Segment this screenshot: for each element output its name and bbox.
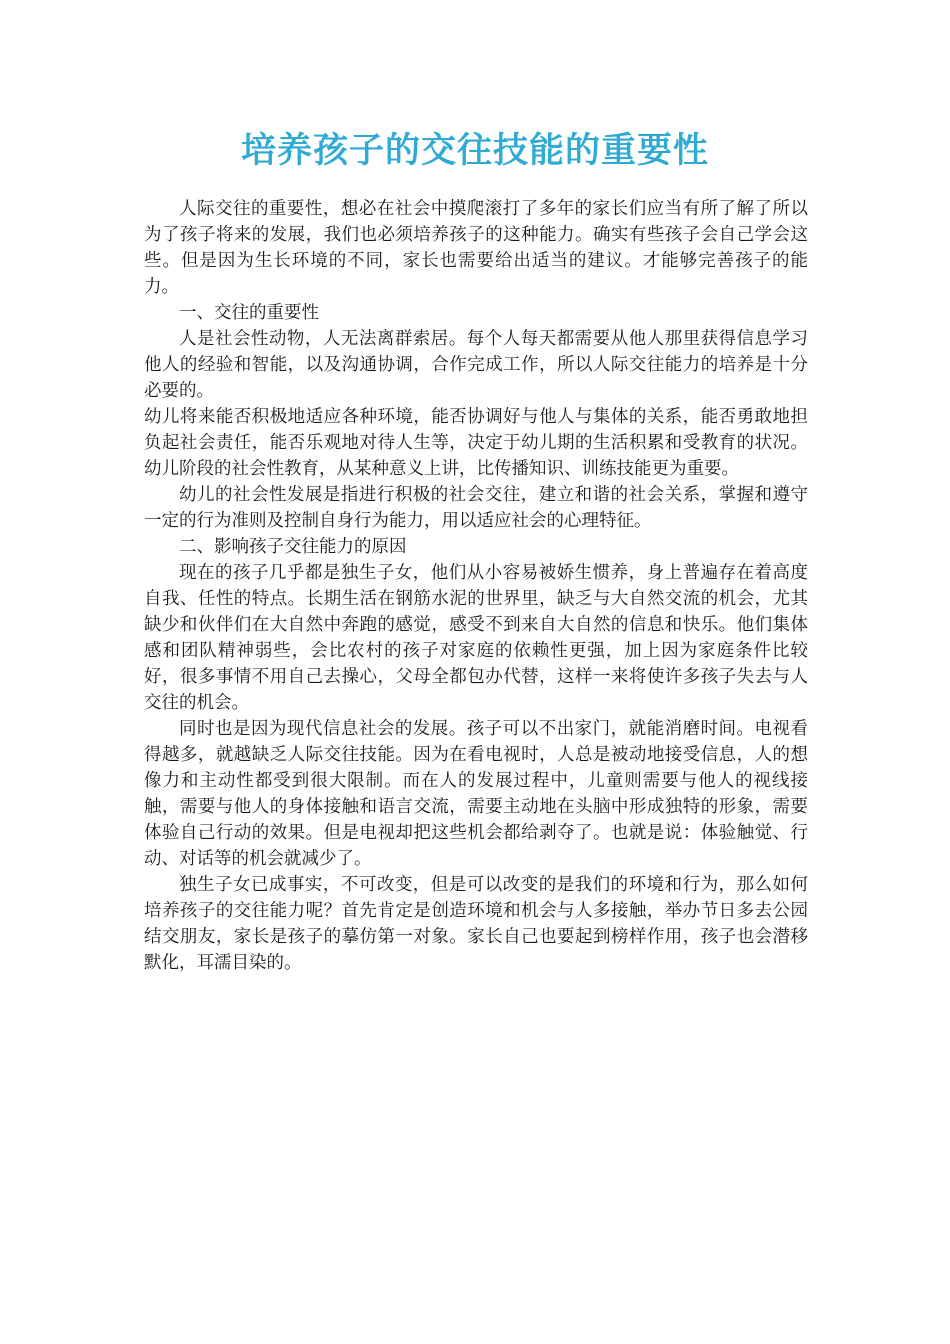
paragraph-only-children: 现在的孩子几乎都是独生子女，他们从小容易被娇生惯养，身上普遍存在着高度自我、任性的特点。长期生活在钢筋水泥的世界里，缺乏与大自然交流的机会，尤其缺少和伙伴们在大自然中奔跑的感觉，感受不到来自大自然的信息和快乐。他们集体感和团队精神弱些，会比农村的孩子对家庭的依赖性更强，加上因为家庭条件比较好，很多事情不用自己去操心，父母全都包办代替，这样一来将使许多孩子失去与人交往的机会。 — [144, 563, 808, 713]
paragraph-social-development: 幼儿的社会性发展是指进行积极的社会交往，建立和谐的社会关系，掌握和遵守一定的行为准则及控制自身行为能力，用以适应社会的心理特征。 — [144, 485, 808, 531]
document-title: 培养孩子的交往技能的重要性 — [240, 130, 709, 171]
paragraph-conclusion: 独生子女已成事实，不可改变，但是可以改变的是我们的环境和行为，那么如何培养孩子的交往能力呢？首先肯定是创造环境和机会与人多接触，举办节日多去公园结交朋友，家长是孩子的摹仿第一对象。家长自己也要起到榜样作用，孩子也会潜移默化，耳濡目染的。 — [144, 875, 808, 973]
paragraph-information-society: 同时也是因为现代信息社会的发展。孩子可以不出家门，就能消磨时间。电视看得越多，就越缺乏人际交往技能。因为在看电视时，人总是被动地接受信息，人的想像力和主动性都受到很大限制。而在人的发展过程中，儿童则需要与他人的视线接触，需要与他人的身体接触和语言交流，需要主动地在头脑中形成独特的形象，需要体验自己行动的效果。但是电视却把这些机会都给剥夺了。也就是说：体验触觉、行动、对话等的机会就减少了。 — [144, 719, 808, 869]
paragraph-social-nature: 人是社会性动物，人无法离群索居。每个人每天都需要从他人那里获得信息学习他人的经验和智能，以及沟通协调，合作完成工作，所以人际交往能力的培养是十分必要的。 — [144, 329, 808, 401]
paragraph-intro: 人际交往的重要性，想必在社会中摸爬滚打了多年的家长们应当有所了解了所以为了孩子将来的发展，我们也必须培养孩子的这种能力。确实有些孩子会自己学会这些。但是因为生长环境的不同，家长也需要给出适当的建议。才能够完善孩子的能力。 — [144, 199, 808, 297]
document-body — [144, 196, 808, 976]
section-heading-causes: 二、影响孩子交往能力的原因 — [179, 537, 407, 557]
paragraph-early-childhood: 幼儿将来能否积极地适应各种环境，能否协调好与他人与集体的关系，能否勇敢地担负起社会责任，能否乐观地对待人生等，决定于幼儿期的生活积累和受教育的状况。幼儿阶段的社会性教育，从某种意义上讲，比传播知识、训练技能更为重要。 — [144, 407, 808, 479]
section-heading-importance: 一、交往的重要性 — [179, 303, 319, 323]
